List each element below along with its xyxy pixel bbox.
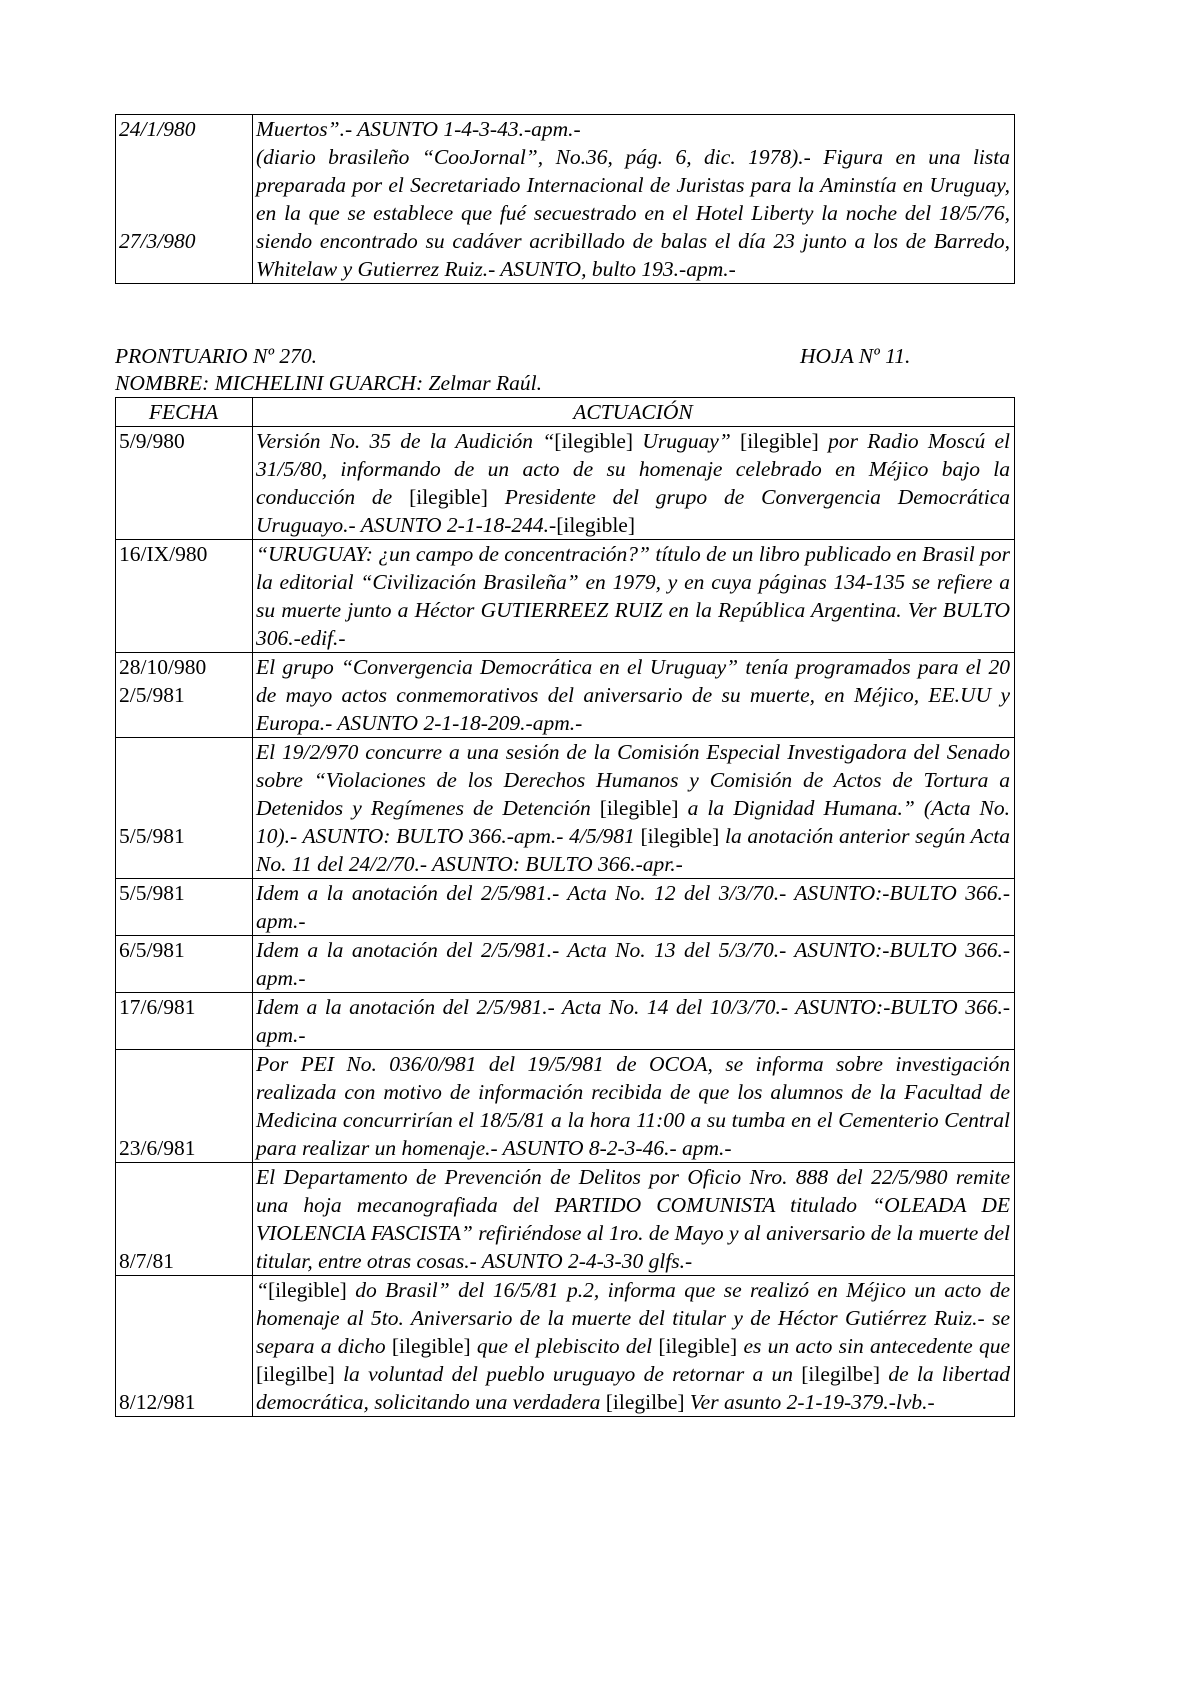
entry-text: Idem a la anotación del 2/5/981.- Acta No. 14 del 10/3/70.- ASUNTO:-BULTO 366.-apm.- [256, 995, 1010, 1047]
table-row [116, 540, 1015, 653]
actuacion-cell [253, 738, 1015, 879]
table-row [116, 993, 1015, 1050]
illegible-marker: [ilegible] [599, 796, 679, 820]
entry-text: El Departamento de Prevención de Delitos por Oficio Nro. 888 del 22/5/980 remite una hoja mecanografiada del PARTIDO COMUNISTA titulado “OLEADA DE VIOLENCIA FASCISTA” refiriéndose al 1ro. de Mayo y al aniversario de la muerte del titular, entre otras cosas.- ASUNTO 2-4-3-30 glfs.- [256, 1165, 1010, 1273]
table-row [116, 1050, 1015, 1163]
actuacion-cell [253, 1163, 1015, 1276]
date-cell: 8/7/81 [116, 1163, 253, 1276]
actuacion-cell [253, 540, 1015, 653]
entry-text: de la libertad democrática, solicitando una verdadera [256, 1362, 1010, 1414]
entry-text: que el plebiscito del [470, 1334, 659, 1358]
entry-text: a la Dignidad Humana.” (Acta No. 10).- ASUNTO: BULTO 366.-apm.- 4/5/981 [256, 796, 1010, 848]
record-table [115, 397, 1015, 1417]
entry-text: Versión No. 35 de la Audición “ [256, 429, 555, 453]
entry-text: Idem a la anotación del 2/5/981.- Acta No. 12 del 3/3/70.- ASUNTO:-BULTO 366.-apm.- [256, 881, 1010, 933]
entry-text: es un acto sin antecedente que [737, 1334, 1010, 1358]
table-row [116, 936, 1015, 993]
sheet-number: HOJA Nº 11. [800, 344, 911, 368]
entry-text: do Brasil” del 16/5/81 p.2, informa que se realizó en Méjico un acto de homenaje al 5to. Aniversario de la muerte del titular y de Héctor Gutiérrez Ruiz.- se separa a dicho [256, 1278, 1010, 1358]
illegible-marker: [ilegible] [554, 429, 634, 453]
table-row [116, 427, 1015, 540]
column-header-fecha: FECHA [116, 398, 253, 427]
date-cell: 16/IX/980 [116, 540, 253, 653]
illegible-marker: [ilegilbe] [605, 1390, 685, 1414]
table-row [116, 1163, 1015, 1276]
date-cell: 23/6/981 [116, 1050, 253, 1163]
prontuario-number: PRONTUARIO Nº 270. [115, 344, 317, 368]
entry-text: Presidente del grupo de Convergencia Democrática Uruguayo.- ASUNTO 2-1-18-244.- [256, 485, 1010, 537]
entry-text: “URUGUAY: ¿un campo de concentración?” título de un libro publicado en Brasil por la editorial “Civilización Brasileña” en 1979, y en cuya páginas 134-135 se refiere a su muerte junto a Héctor GUTIERREEZ RUIZ en la República Argentina. Ver BULTO 306.-edif.- [256, 542, 1010, 650]
date-cell: 28/10/980 2/5/981 [116, 653, 253, 738]
illegible-marker: [ilegible] [409, 485, 488, 509]
record-table-body [116, 427, 1015, 1417]
entry-text: “ [256, 1278, 268, 1302]
table-row [116, 879, 1015, 936]
illegible-marker: [ilegilbe] [801, 1362, 881, 1386]
entry-line: Muertos”.- ASUNTO 1-4-3-43.-apm.- [256, 117, 581, 141]
actuacion-cell [253, 1050, 1015, 1163]
table-row [116, 115, 1015, 284]
actuacion-cell [253, 427, 1015, 540]
date-cell: 24/1/980 27/3/980 [116, 115, 253, 284]
illegible-marker: [ilegible] [658, 1334, 738, 1358]
illegible-marker: [ilegible] [556, 513, 636, 537]
illegible-marker: [ilegible] [740, 429, 819, 453]
entry-text: la voluntad del pueblo uruguayo de retornar a un [334, 1362, 802, 1386]
entry-text: Por PEI No. 036/0/981 del 19/5/981 de OCOA, se informa sobre investigación realizada con motivo de información recibida de que los alumnos de la Facultad de Medicina concurrirían el 18/5/81 a la hora 11:00 a su tumba en el Cementerio Central para realizar un homenaje.- ASUNTO 8-2-3-46.- apm.- [256, 1052, 1010, 1160]
subject-name: NOMBRE: MICHELINI GUARCH: Zelmar Raúl. [115, 371, 542, 395]
illegible-marker: [ilegilbe] [256, 1362, 335, 1386]
illegible-marker: [ilegible] [391, 1334, 471, 1358]
actuacion-cell [253, 115, 1015, 284]
entry-text: (diario brasileño “CooJornal”, No.36, pág. 6, dic. 1978).- Figura en una lista preparada por el Secretariado Internacional de Juristas para la Aminstía en Uruguay, en la que se establece que fué secuestrado en el Hotel Liberty la noche del 18/5/76, siendo encontrado su cadáver acribillado de balas el día 23 junto a los de Barredo, Whitelaw y Gutierrez Ruiz.- ASUNTO, bulto 193.-apm.- [256, 145, 1010, 281]
date-cell: 8/12/981 [116, 1276, 253, 1417]
date-cell: 5/5/981 [116, 738, 253, 879]
actuacion-cell [253, 993, 1015, 1050]
continuation-table [115, 114, 1015, 284]
column-header-actuacion: ACTUACIÓN [253, 398, 1015, 427]
table-row [116, 738, 1015, 879]
table-header-row [116, 398, 1015, 427]
entry-text: por Radio Moscú el 31/5/80, informando de un acto de su homenaje celebrado en Méjico bajo la conducción de [256, 429, 1010, 509]
date-cell: 5/9/980 [116, 427, 253, 540]
actuacion-cell [253, 1276, 1015, 1417]
date-cell: 6/5/981 [116, 936, 253, 993]
entry-text: El grupo “Convergencia Democrática en el Uruguay” tenía programados para el 20 de mayo actos conmemorativos del aniversario de su muerte, en Méjico, EE.UU y Europa.- ASUNTO 2-1-18-209.-apm.- [256, 655, 1010, 735]
date-cell: 17/6/981 [116, 993, 253, 1050]
entry-text: El 19/2/970 concurre a una sesión de la Comisión Especial Investigadora del Senado sobre “Violaciones de los Derechos Humanos y Comisión de Actos de Tortura a Detenidos y Regímenes de Detención [256, 740, 1010, 820]
actuacion-cell [253, 879, 1015, 936]
illegible-marker: [ilegible] [640, 824, 720, 848]
entry-text: la anotación anterior según Acta No. 11 del 24/2/70.- ASUNTO: BULTO 366.-apr.- [256, 824, 1010, 876]
table-row [116, 1276, 1015, 1417]
entry-text: Idem a la anotación del 2/5/981.- Acta No. 13 del 5/3/70.- ASUNTO:-BULTO 366.-apm.- [256, 938, 1010, 990]
date-cell: 5/5/981 [116, 879, 253, 936]
entry-text: Uruguay” [633, 429, 741, 453]
entry-text: Ver asunto 2-1-19-379.-lvb.- [684, 1390, 935, 1414]
illegible-marker: [ilegible] [267, 1278, 347, 1302]
actuacion-cell [253, 936, 1015, 993]
actuacion-cell [253, 653, 1015, 738]
table-row [116, 653, 1015, 738]
